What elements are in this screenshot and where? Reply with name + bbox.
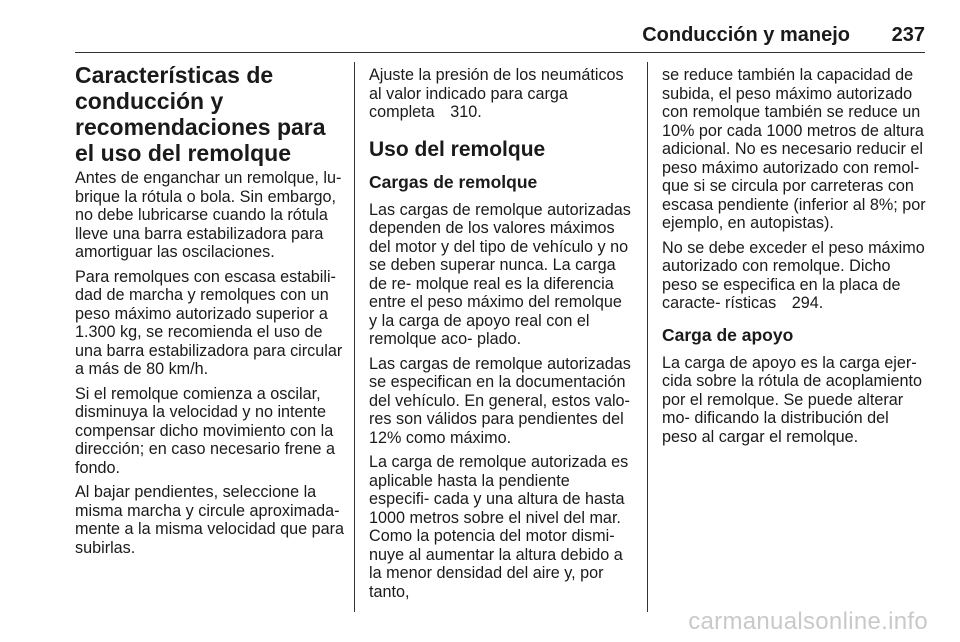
paragraph: se reduce también la capacidad de subida, el peso máximo autorizado con remolque también se reduce un 10% por cada 1000 metros de altura adicional. No es necesario reducir el peso máximo autorizado con remol- que si se circula por carreteras con escasa pendiente (inferior al 8%; por ejemplo, en autopistas). xyxy=(662,66,926,232)
page-reference-number: 294. xyxy=(791,294,824,312)
chapter-title: Conducción y manejo xyxy=(642,24,850,46)
paragraph: Al bajar pendientes, seleccione la misma marcha y circule aproximada- mente a la misma velocidad que para subirlas. xyxy=(75,483,345,557)
section-heading-trailer-driving: Características de conducción y recomendaciones para el uso del remolque xyxy=(75,62,326,166)
subheading-trailer-loads: Cargas de remolque xyxy=(369,171,538,192)
page-header xyxy=(75,22,925,53)
section-heading-trailer-use: Uso del remolque xyxy=(369,137,546,161)
page-number: 237 xyxy=(891,24,925,46)
paragraph: Antes de enganchar un remolque, lu- brique la rótula o bola. Sin embargo, no debe lubricarse cuando la rótula lleve una barra estabilizadora para amortiguar las oscilaciones. xyxy=(75,169,342,261)
paragraph: Las cargas de remolque autorizadas dependen de los valores máximos del motor y del tipo de vehículo y no se deben superar nunca. La carga de re- molque real es la diferencia entre el peso máximo del remolque y la carga de apoyo real con el remolque aco- plado. xyxy=(369,200,631,348)
paragraph: Las cargas de remolque autorizadas se especifican en la documentación del vehículo. En general, estos valo- res son válidos para pendientes del 12% como máximo. xyxy=(369,354,631,447)
paragraph: Para remolques con escasa estabili- dad de marcha y remolques con un peso máximo autorizado superior a 1.300 kg, se recomienda el uso de una barra estabilizadora para circular a más de 80 km/h. xyxy=(75,267,343,378)
watermark: carmanualsonline.info xyxy=(688,608,928,635)
paragraph: La carga de remolque autorizada es aplicable hasta la pendiente especifi- cada y una altura de hasta 1000 metros sobre el nivel del mar. Como la potencia del motor dismi- nuye al aumentar la altura debido a la menor densidad del aire y, por tanto, xyxy=(369,453,629,601)
page-reference[interactable] xyxy=(781,294,824,312)
paragraph-text: Ajuste la presión de los neumáticos al valor indicado para carga completa xyxy=(369,66,624,121)
column-divider xyxy=(354,62,355,612)
paragraph-text: No se debe exceder el peso máximo autorizado con remolque. Dicho peso se especifica en la placa de caracte- rísticas xyxy=(662,238,925,312)
column-middle xyxy=(369,66,632,607)
subheading-support-load: Carga de apoyo xyxy=(662,324,794,345)
page-reference-arrow-icon xyxy=(782,298,789,308)
page-reference-arrow-icon xyxy=(440,107,447,117)
column-right xyxy=(662,66,927,452)
paragraph-max-weight xyxy=(662,239,927,313)
paragraph: La carga de apoyo es la carga ejer- cida sobre la rótula de acoplamiento por el remolque. Se puede alterar mo- dificando la distribución del peso al cargar el remolque. xyxy=(662,353,923,446)
page-reference-number: 310. xyxy=(450,103,482,121)
paragraph-tyre-pressure xyxy=(369,66,632,122)
column-divider xyxy=(647,62,648,612)
column-left xyxy=(75,62,345,563)
page-reference[interactable] xyxy=(439,103,482,121)
paragraph: Si el remolque comienza a oscilar, disminuya la velocidad y no intente compensar dicho movimiento con la dirección; en caso necesario frene a fondo. xyxy=(75,384,336,477)
